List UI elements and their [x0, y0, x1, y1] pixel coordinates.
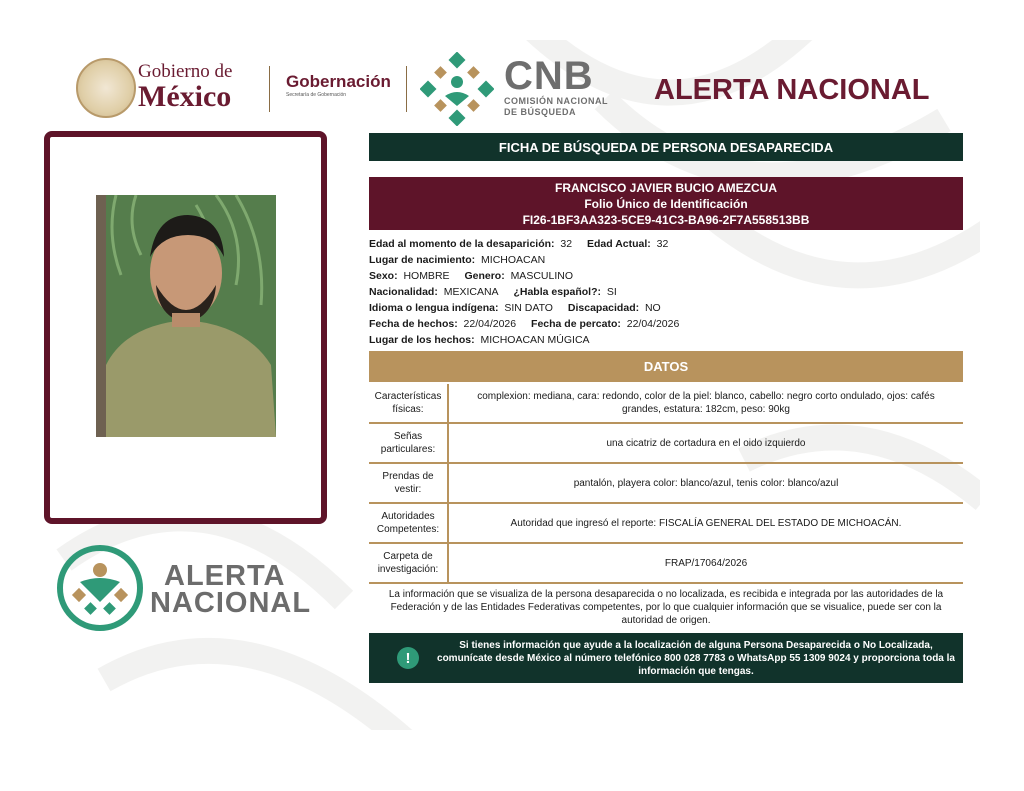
info-row	[369, 284, 963, 300]
table-row-value: complexion: mediana, cara: redondo, color de la piel: blanco, cabello: negro corto ondulado, ojos: cafés grandes, estatura: 182cm, peso: 90kg	[477, 391, 935, 415]
table-row	[369, 424, 963, 464]
table-row-label: Señas particulares:	[369, 424, 449, 462]
table-row	[369, 384, 963, 424]
info-label: Genero:	[464, 270, 505, 282]
alerta-nacional-logo-icon	[56, 544, 144, 632]
info-value: SI	[606, 286, 617, 298]
gobierno-de-mexico-logo	[138, 62, 232, 112]
table-row-value: una cicatriz de cortadura en el oido izquierdo	[606, 437, 806, 449]
table-row-value: pantalón, playera color: blanco/azul, tenis color: blanco/azul	[573, 477, 839, 489]
folio-label: Folio Único de Identificación	[584, 196, 748, 211]
table-row	[369, 464, 963, 504]
alerta-logo-line1: ALERTA	[164, 560, 286, 592]
info-label: ¿Habla español?:	[513, 286, 601, 298]
table-row	[369, 504, 963, 544]
datos-title: DATOS	[643, 359, 689, 374]
person-name: FRANCISCO JAVIER BUCIO AMEZCUA	[554, 180, 777, 195]
table-row-label: Carpeta de investigación:	[369, 544, 449, 582]
alerta-nacional-logo-text	[150, 560, 312, 619]
cnb-abbr: CNB	[504, 54, 594, 98]
folio-value: FI26-1BF3AA323-5CE9-41C3-BA96-2F7A558513BB	[522, 212, 810, 227]
info-value: SIN DATO	[504, 302, 553, 314]
disclaimer-text: La información que se visualiza de la persona desaparecida o no localizada, es recibida e integrada por las autoridades de la Federación y de las Entidades Federativas competentes, por lo que cualquier información que se visualice, puede ser con la autoridad de origen.	[388, 589, 944, 626]
cnb-line1: COMISIÓN NACIONAL	[504, 96, 608, 106]
table-row-value: Autoridad que ingresó el reporte: FISCALÍA GENERAL DEL ESTADO DE MICHOACÁN.	[510, 517, 902, 529]
info-label: Lugar de los hechos:	[369, 334, 475, 346]
info-label: Nacionalidad:	[369, 286, 438, 298]
datos-table	[369, 384, 963, 584]
cnb-line2: DE BÚSQUEDA	[504, 107, 577, 117]
info-label: Lugar de nacimiento:	[369, 254, 476, 266]
info-row	[369, 316, 963, 332]
info-value: MEXICANA	[443, 286, 499, 298]
gobierno-line2: México	[138, 80, 232, 113]
table-row-value: FRAP/17064/2026	[664, 557, 748, 569]
info-row	[369, 332, 963, 348]
info-row	[369, 300, 963, 316]
national-seal-icon	[76, 58, 136, 118]
info-value: MICHOACAN	[481, 254, 546, 266]
info-label: Fecha de percato:	[531, 318, 621, 330]
info-row	[369, 268, 963, 284]
info-value: 22/04/2026	[463, 318, 517, 330]
info-row	[369, 252, 963, 268]
info-label: Discapacidad:	[567, 302, 640, 314]
cnb-logo-icon	[420, 52, 494, 126]
divider	[269, 66, 270, 112]
ficha-title: FICHA DE BÚSQUEDA DE PERSONA DESAPARECIDA	[498, 139, 834, 155]
info-label: Idioma o lengua indígena:	[369, 302, 499, 314]
person-info	[369, 236, 963, 348]
page-title: ALERTA NACIONAL	[654, 74, 930, 106]
info-label: Fecha de hechos:	[369, 318, 458, 330]
table-row-label: Características físicas:	[369, 384, 449, 422]
info-value: MICHOACAN MÚGICA	[480, 334, 590, 346]
divider	[406, 66, 407, 112]
header	[70, 52, 950, 122]
info-value: MASCULINO	[510, 270, 573, 282]
alerta-logo-line2: NACIONAL	[150, 587, 312, 619]
info-label: Edad al momento de la desaparición:	[369, 238, 555, 250]
info-label: Sexo:	[369, 270, 398, 282]
info-value: HOMBRE	[403, 270, 450, 282]
info-value: 22/04/2026	[626, 318, 680, 330]
gobernacion-logo: Gobernación	[286, 72, 391, 91]
info-value: NO	[644, 302, 661, 314]
gobernacion-subtitle: Secretaría de Gobernación	[286, 92, 347, 98]
person-photo	[96, 195, 276, 437]
info-value: 32	[560, 238, 573, 250]
info-row	[369, 236, 963, 252]
table-row-label: Prendas de vestir:	[369, 464, 449, 502]
person-name-bar	[369, 177, 963, 230]
table-row	[369, 544, 963, 584]
info-value: 32	[656, 238, 669, 250]
table-row-label: Autoridades Competentes:	[369, 504, 449, 542]
contact-bar	[369, 633, 963, 683]
exclamation-icon: !	[397, 647, 419, 669]
gobierno-line1: Gobierno de	[138, 61, 233, 82]
contact-text: Si tienes información que ayude a la localización de alguna Persona Desaparecida o No Localizada, comunícate desde México al número telefónico 800 028 7783 o WhatsApp 55 1309 9024 y proporciona toda la información que tengas.	[437, 639, 955, 677]
info-label: Edad Actual:	[587, 238, 651, 250]
cnb-logo-text	[504, 56, 608, 118]
datos-title-bar	[369, 351, 963, 382]
ficha-title-bar	[369, 133, 963, 161]
